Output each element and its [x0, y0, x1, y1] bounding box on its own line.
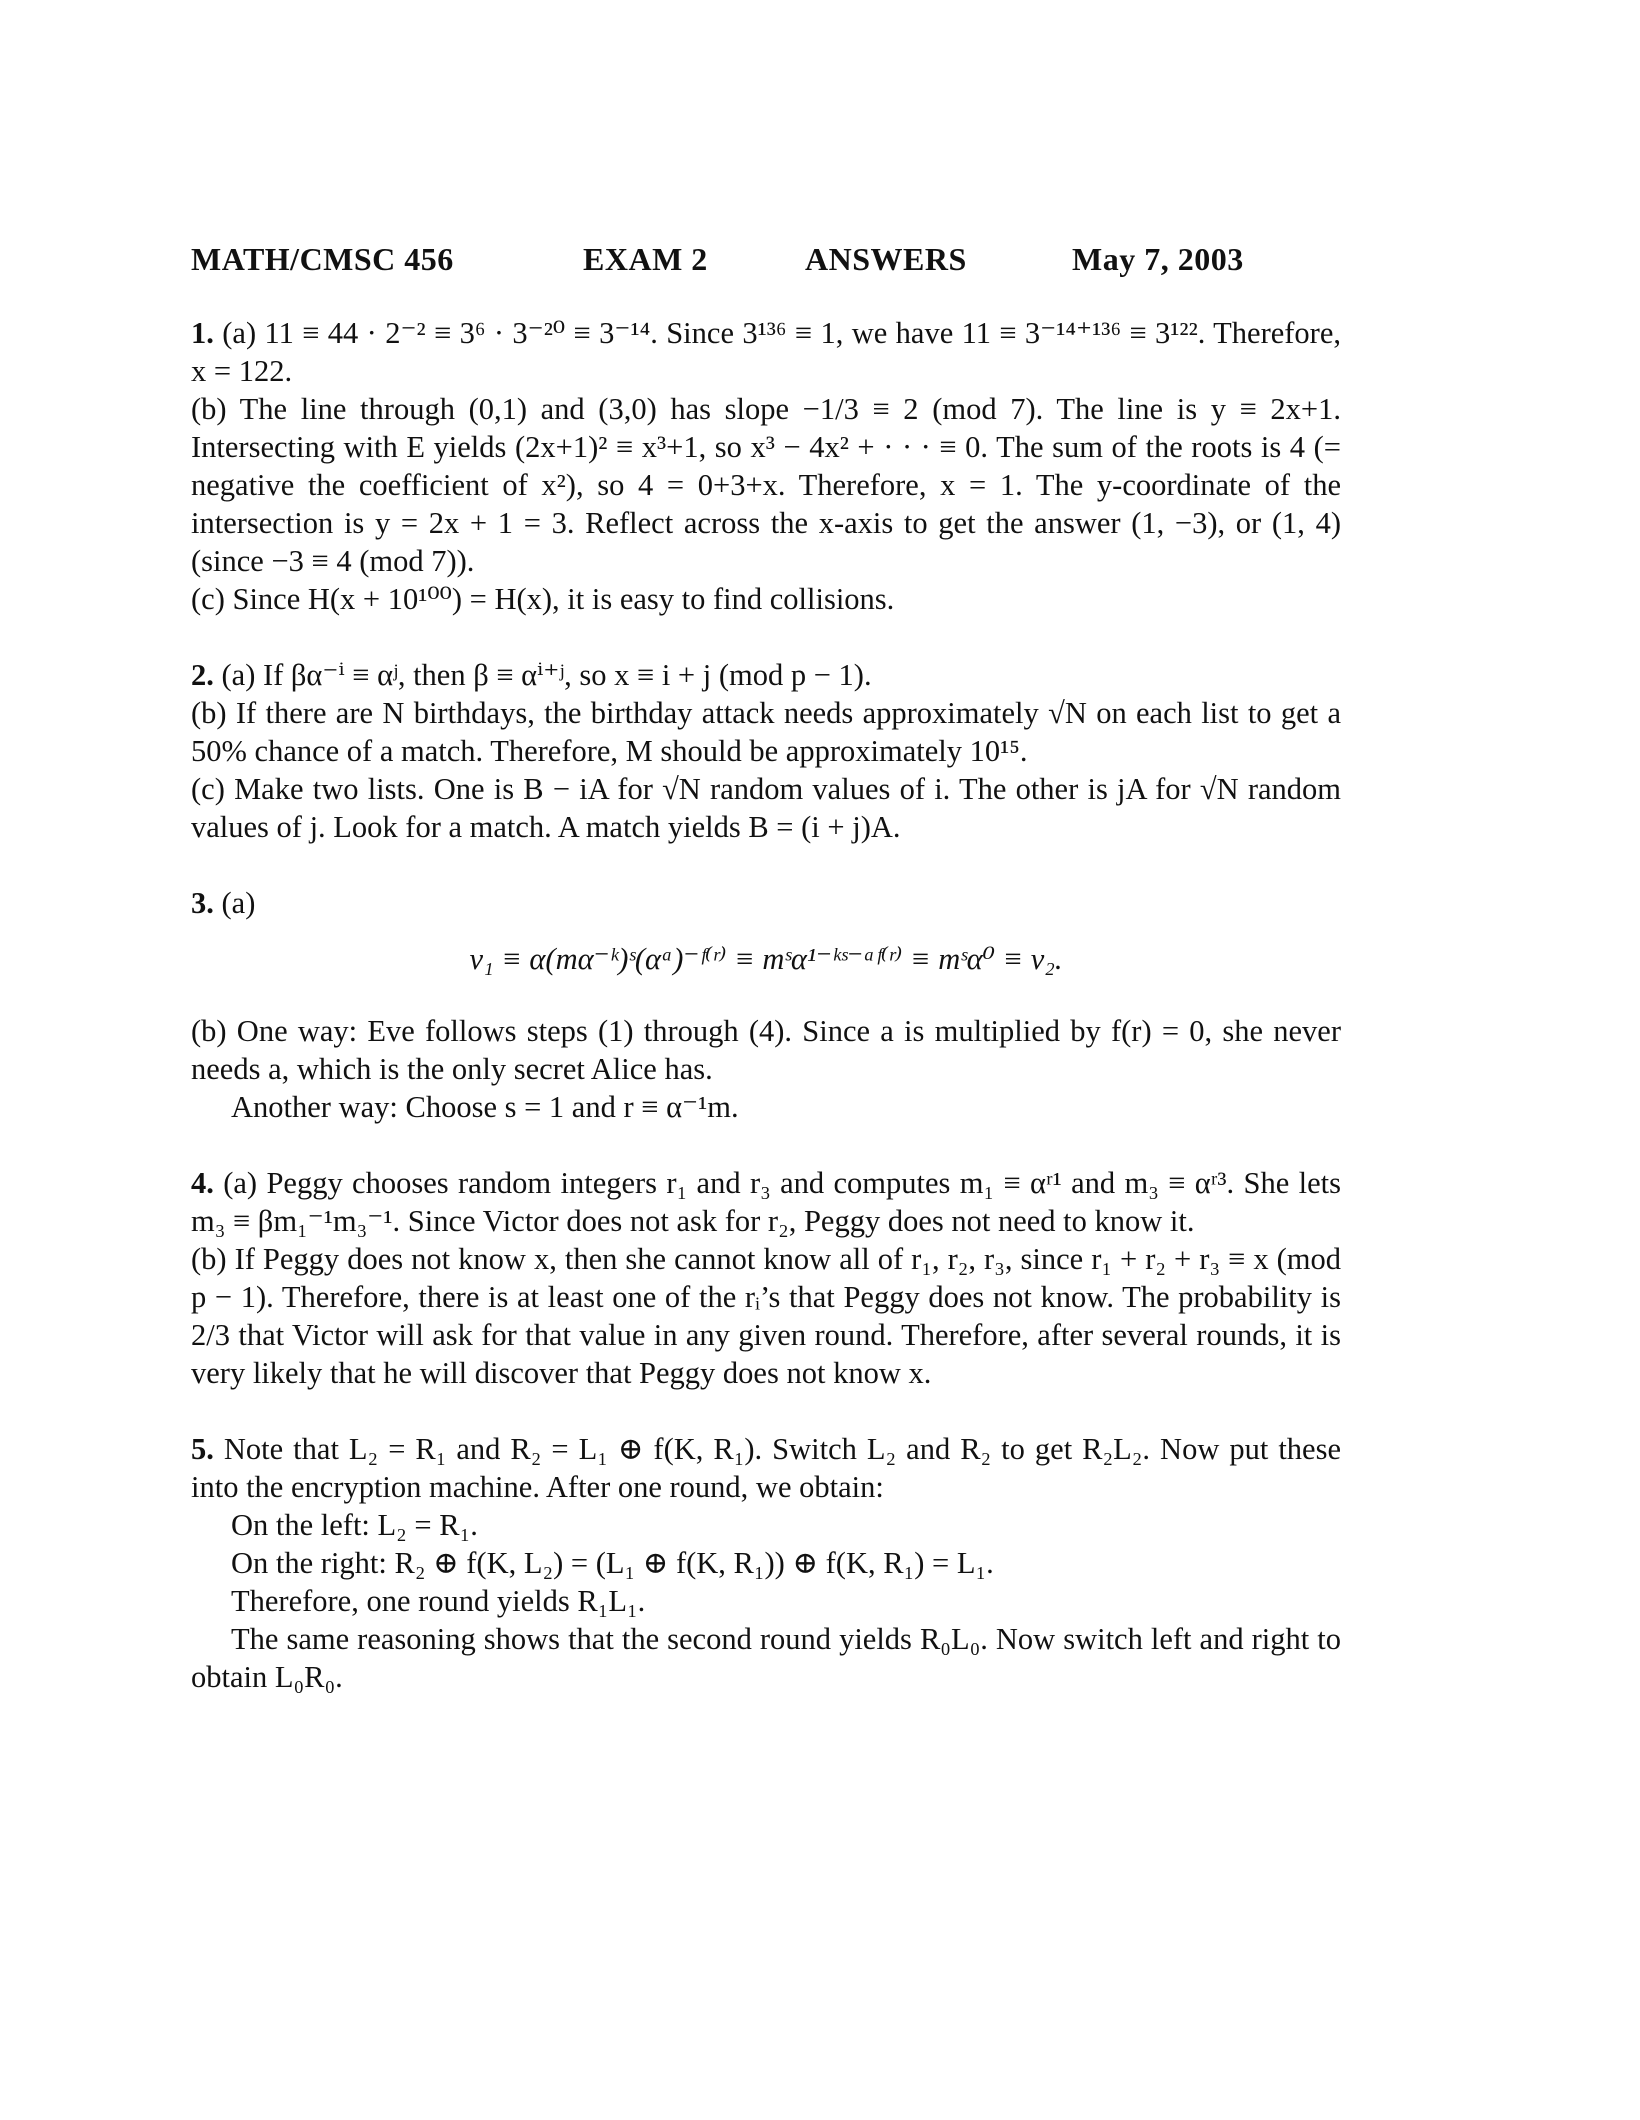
- problem-1-part-a: [191, 314, 1341, 390]
- problem-5-right: On the right: R₂ ⊕ f(K, L₂) = (L₁ ⊕ f(K, R₁)) ⊕ f(K, R₁) = L₁.: [231, 1546, 994, 1580]
- answer-sheet: [191, 240, 1341, 1734]
- problem-3: [191, 884, 1341, 1126]
- answer-text: Note that L₂ = R₁ and R₂ = L₁ ⊕ f(K, R₁). Switch L₂ and R₂ to get R₂L₂. Now put these into the encryption machine. After one round, we obtain:: [191, 1432, 1341, 1504]
- problem-number: 3.: [191, 886, 214, 920]
- problem-2: [191, 656, 1341, 846]
- problem-5-round-result: Therefore, one round yields R₁L₁.: [231, 1584, 646, 1618]
- answer-text: (a): [221, 886, 256, 920]
- answer-text: (a) 11 ≡ 44 · 2⁻² ≡ 3⁶ · 3⁻²⁰ ≡ 3⁻¹⁴. Since 3¹³⁶ ≡ 1, we have 11 ≡ 3⁻¹⁴⁺¹³⁶ ≡ 3¹²². Therefore, x = 122.: [191, 316, 1341, 388]
- problem-5: [191, 1430, 1341, 1696]
- display-equation: v₁ ≡ α(mα⁻ᵏ)ˢ(αᵃ)⁻ᶠ⁽ʳ⁾ ≡ mˢα¹⁻ᵏˢ⁻ᵃᶠ⁽ʳ⁾ ≡ mˢα⁰ ≡ v₂.: [469, 942, 1063, 976]
- exam-title: EXAM 2: [583, 241, 708, 277]
- page-header: [191, 240, 1341, 278]
- problem-4-part-b: (b) If Peggy does not know x, then she cannot know all of r₁, r₂, r₃, since r₁ + r₂ + r₃ ≡ x (mod p − 1). Therefore, there is at least one of the rᵢ’s that Peggy does not know. The probability is 2/3 that Victor will ask for that value in any given round. Therefore, after several rounds, it is very likely that he will discover that Peggy does not know x.: [191, 1242, 1341, 1390]
- problem-1-part-b: (b) The line through (0,1) and (3,0) has slope −1/3 ≡ 2 (mod 7). The line is y ≡ 2x+1. Intersecting with E yields (2x+1)² ≡ x³+1, so x³ − 4x² + · · · ≡ 0. The sum of the roots is 4 (= negative the coefficient of x²), so 4 = 0+3+x. Therefore, x = 1. The y-coordinate of the intersection is y = 2x + 1 = 3. Reflect across the x-axis to get the answer (1, −3), or (1, 4) (since −3 ≡ 4 (mod 7)).: [191, 392, 1341, 578]
- answer-text: (a) If βα⁻ⁱ ≡ αʲ, then β ≡ αⁱ⁺ʲ, so x ≡ i + j (mod p − 1).: [221, 658, 872, 692]
- problem-number: 4.: [191, 1166, 214, 1200]
- answer-text: (a) Peggy chooses random integers r₁ and r₃ and computes m₁ ≡ αʳ¹ and m₃ ≡ αʳ³. She lets m₃ ≡ βm₁⁻¹m₃⁻¹. Since Victor does not ask for r₂, Peggy does not need to know it.: [191, 1166, 1342, 1238]
- problem-1: [191, 314, 1341, 618]
- problem-5-left: On the left: L₂ = R₁.: [231, 1508, 478, 1542]
- problem-1-part-c: (c) Since H(x + 10¹⁰⁰) = H(x), it is easy to find collisions.: [191, 582, 895, 616]
- problem-3-alternate: Another way: Choose s = 1 and r ≡ α⁻¹m.: [231, 1090, 739, 1124]
- answers-title: ANSWERS: [805, 241, 967, 277]
- problem-2-part-a: [191, 656, 1341, 694]
- problem-5-intro: [191, 1430, 1341, 1506]
- problem-5-conclusion: The same reasoning shows that the second round yields R₀L₀. Now switch left and right to obtain L₀R₀.: [191, 1622, 1341, 1694]
- problem-number: 1.: [191, 316, 214, 350]
- course-title: MATH/CMSC 456: [191, 241, 454, 277]
- problem-2-part-c: (c) Make two lists. One is B − iA for √N random values of i. The other is jA for √N random values of j. Look for a match. A match yields B = (i + j)A.: [191, 772, 1341, 844]
- problem-4-part-a: [191, 1164, 1341, 1240]
- exam-date: May 7, 2003: [1072, 241, 1244, 277]
- problem-3-part-b: (b) One way: Eve follows steps (1) through (4). Since a is multiplied by f(r) = 0, she never needs a, which is the only secret Alice has.: [191, 1014, 1341, 1086]
- problem-2-part-b: (b) If there are N birthdays, the birthday attack needs approximately √N on each list to get a 50% chance of a match. Therefore, M should be approximately 10¹⁵.: [191, 696, 1341, 768]
- problem-number: 2.: [191, 658, 214, 692]
- problem-4: [191, 1164, 1341, 1392]
- problem-3-part-a-label: [191, 884, 1341, 922]
- problem-number: 5.: [191, 1432, 214, 1466]
